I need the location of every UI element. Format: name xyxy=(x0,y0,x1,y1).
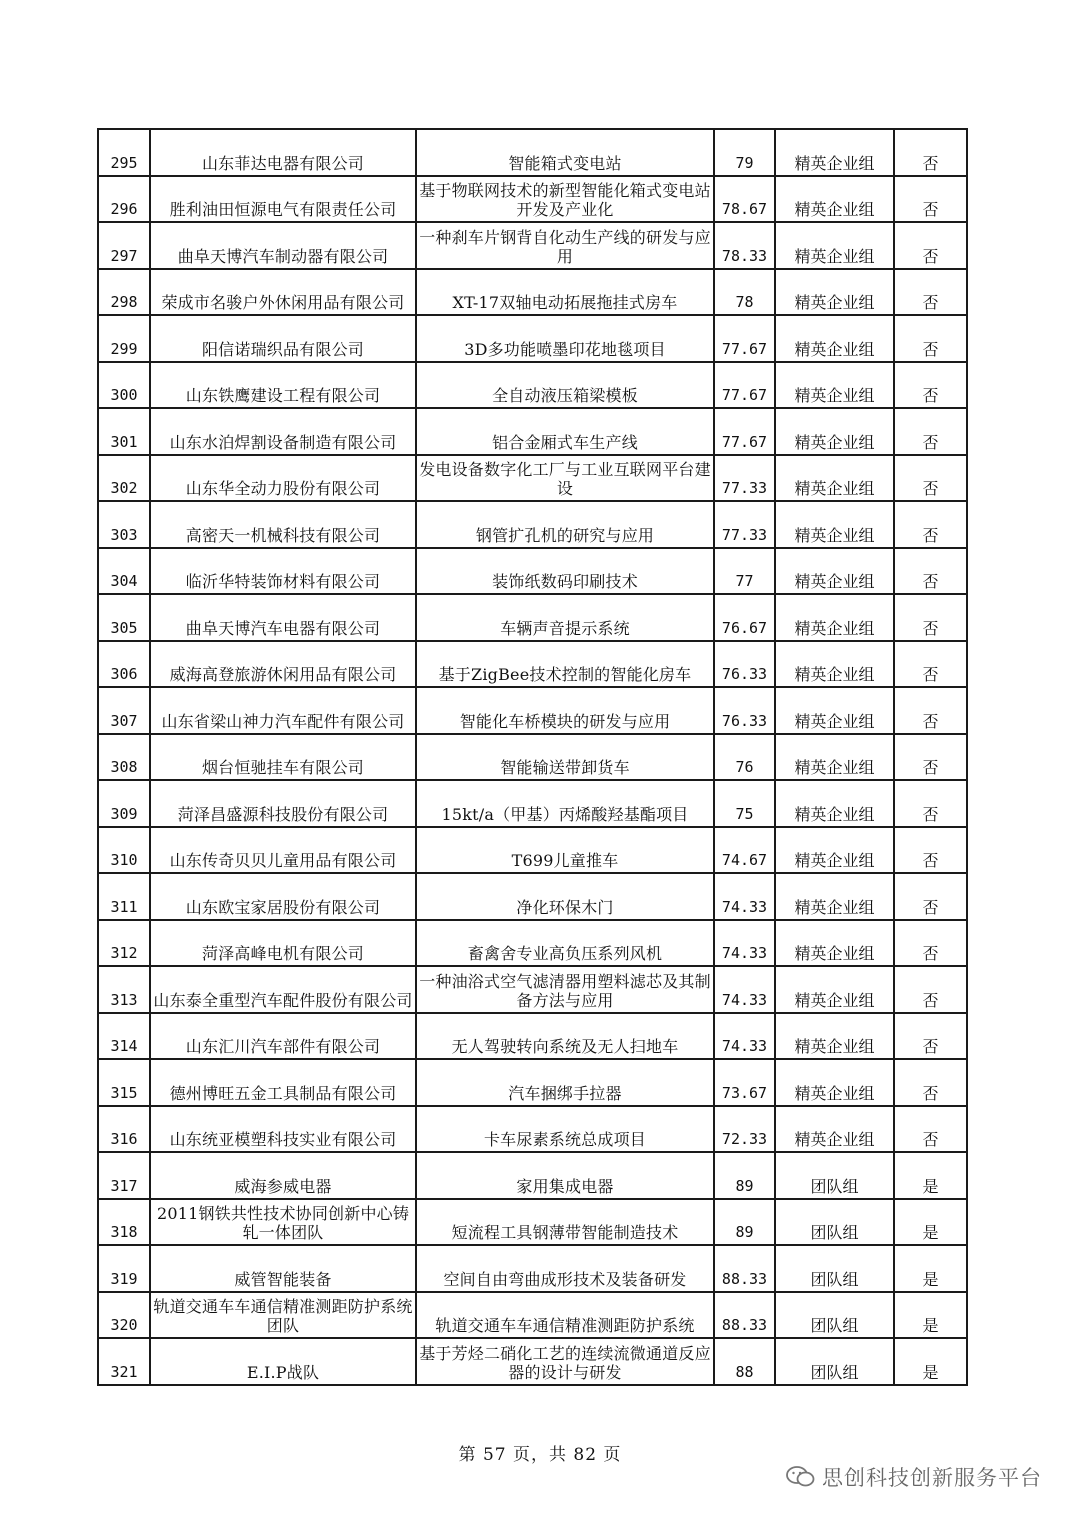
group: 精英企业组 xyxy=(775,269,894,316)
group: 精英企业组 xyxy=(775,1059,894,1106)
project-name: 基于ZigBee技术控制的智能化房车 xyxy=(416,641,714,688)
flag: 否 xyxy=(894,873,967,920)
row-number: 315 xyxy=(98,1059,150,1106)
flag: 否 xyxy=(894,222,967,269)
score: 72.33 xyxy=(714,1106,775,1153)
row-number: 307 xyxy=(98,687,150,734)
row-number: 320 xyxy=(98,1292,150,1339)
row-number: 321 xyxy=(98,1338,150,1385)
company-name: 荣成市名骏户外休闲用品有限公司 xyxy=(150,269,416,316)
group: 精英企业组 xyxy=(775,455,894,502)
group: 精英企业组 xyxy=(775,1106,894,1153)
flag: 否 xyxy=(894,129,967,176)
company-name: 山东泰全重型汽车配件股份有限公司 xyxy=(150,966,416,1013)
company-name: 威管智能装备 xyxy=(150,1245,416,1292)
score: 77.67 xyxy=(714,408,775,455)
company-name: 菏泽昌盛源科技股份有限公司 xyxy=(150,780,416,827)
company-name: 山东省梁山神力汽车配件有限公司 xyxy=(150,687,416,734)
flag: 是 xyxy=(894,1245,967,1292)
flag: 否 xyxy=(894,920,967,967)
row-number: 302 xyxy=(98,455,150,502)
flag: 否 xyxy=(894,641,967,688)
project-name: 3D多功能喷墨印花地毯项目 xyxy=(416,315,714,362)
group: 精英企业组 xyxy=(775,966,894,1013)
table-row xyxy=(98,1292,967,1339)
row-number: 318 xyxy=(98,1199,150,1246)
table-row xyxy=(98,1106,967,1153)
table-row xyxy=(98,873,967,920)
flag: 否 xyxy=(894,1059,967,1106)
company-name: 山东菲达电器有限公司 xyxy=(150,129,416,176)
group: 精英企业组 xyxy=(775,408,894,455)
wechat-icon xyxy=(786,1465,816,1489)
row-number: 304 xyxy=(98,548,150,595)
flag: 否 xyxy=(894,269,967,316)
flag: 否 xyxy=(894,966,967,1013)
company-name: 胜利油田恒源电气有限责任公司 xyxy=(150,176,416,223)
group: 精英企业组 xyxy=(775,129,894,176)
group: 精英企业组 xyxy=(775,315,894,362)
table-row xyxy=(98,548,967,595)
flag: 否 xyxy=(894,734,967,781)
group: 精英企业组 xyxy=(775,548,894,595)
score: 78.33 xyxy=(714,222,775,269)
row-number: 303 xyxy=(98,501,150,548)
group: 精英企业组 xyxy=(775,501,894,548)
group: 精英企业组 xyxy=(775,594,894,641)
group: 团队组 xyxy=(775,1199,894,1246)
company-name: 山东铁鹰建设工程有限公司 xyxy=(150,362,416,409)
score: 74.33 xyxy=(714,966,775,1013)
row-number: 312 xyxy=(98,920,150,967)
project-name: XT-17双轴电动拓展拖挂式房车 xyxy=(416,269,714,316)
project-name: 一种油浴式空气滤清器用塑料滤芯及其制备方法与应用 xyxy=(416,966,714,1013)
score: 74.33 xyxy=(714,873,775,920)
score: 88.33 xyxy=(714,1245,775,1292)
project-name: 一种刹车片钢背自化动生产线的研发与应用 xyxy=(416,222,714,269)
table-row xyxy=(98,641,967,688)
project-name: 钢管扩孔机的研究与应用 xyxy=(416,501,714,548)
table-row xyxy=(98,780,967,827)
project-name: 净化环保木门 xyxy=(416,873,714,920)
flag: 否 xyxy=(894,1013,967,1060)
company-name: 山东欧宝家居股份有限公司 xyxy=(150,873,416,920)
group: 精英企业组 xyxy=(775,176,894,223)
group: 团队组 xyxy=(775,1152,894,1199)
row-number: 299 xyxy=(98,315,150,362)
table-row xyxy=(98,594,967,641)
score: 75 xyxy=(714,780,775,827)
company-name: 阳信诺瑞织品有限公司 xyxy=(150,315,416,362)
score: 76.67 xyxy=(714,594,775,641)
group: 精英企业组 xyxy=(775,641,894,688)
row-number: 317 xyxy=(98,1152,150,1199)
score: 74.33 xyxy=(714,1013,775,1060)
project-name: 装饰纸数码印刷技术 xyxy=(416,548,714,595)
project-name: 发电设备数字化工厂与工业互联网平台建设 xyxy=(416,455,714,502)
group: 精英企业组 xyxy=(775,687,894,734)
project-name: 智能化车桥模块的研发与应用 xyxy=(416,687,714,734)
row-number: 306 xyxy=(98,641,150,688)
table-row xyxy=(98,734,967,781)
flag: 是 xyxy=(894,1152,967,1199)
company-name: E.I.P战队 xyxy=(150,1338,416,1385)
company-name: 威海参威电器 xyxy=(150,1152,416,1199)
score: 89 xyxy=(714,1199,775,1246)
score: 77.67 xyxy=(714,362,775,409)
company-name: 高密天一机械科技有限公司 xyxy=(150,501,416,548)
group: 团队组 xyxy=(775,1292,894,1339)
row-number: 308 xyxy=(98,734,150,781)
row-number: 316 xyxy=(98,1106,150,1153)
row-number: 310 xyxy=(98,827,150,874)
table-row xyxy=(98,1245,967,1292)
project-name: 15kt/a（甲基）丙烯酸羟基酯项目 xyxy=(416,780,714,827)
page-footer: 第 57 页，共 82 页 xyxy=(458,1445,622,1465)
company-name: 德州博旺五金工具制品有限公司 xyxy=(150,1059,416,1106)
table-row xyxy=(98,687,967,734)
row-number: 319 xyxy=(98,1245,150,1292)
project-name: 智能箱式变电站 xyxy=(416,129,714,176)
table-row xyxy=(98,827,967,874)
score: 77.67 xyxy=(714,315,775,362)
project-name: 短流程工具钢薄带智能制造技术 xyxy=(416,1199,714,1246)
flag: 否 xyxy=(894,362,967,409)
watermark-text: 思创科技创新服务平台 xyxy=(822,1466,1042,1490)
flag: 否 xyxy=(894,455,967,502)
group: 精英企业组 xyxy=(775,1013,894,1060)
group: 精英企业组 xyxy=(775,873,894,920)
project-name: 基于芳烃二硝化工艺的连续流微通道反应器的设计与研发 xyxy=(416,1338,714,1385)
score: 73.67 xyxy=(714,1059,775,1106)
row-number: 296 xyxy=(98,176,150,223)
flag: 否 xyxy=(894,548,967,595)
watermark xyxy=(786,1462,1042,1492)
project-name: 家用集成电器 xyxy=(416,1152,714,1199)
score: 77.33 xyxy=(714,501,775,548)
table-row xyxy=(98,1199,967,1246)
score: 89 xyxy=(714,1152,775,1199)
score: 74.33 xyxy=(714,920,775,967)
company-name: 临沂华特装饰材料有限公司 xyxy=(150,548,416,595)
flag: 否 xyxy=(894,687,967,734)
group: 精英企业组 xyxy=(775,920,894,967)
flag: 否 xyxy=(894,176,967,223)
company-name: 山东统亚模塑科技实业有限公司 xyxy=(150,1106,416,1153)
score: 79 xyxy=(714,129,775,176)
company-name: 轨道交通车车通信精准测距防护系统团队 xyxy=(150,1292,416,1339)
company-name: 菏泽高峰电机有限公司 xyxy=(150,920,416,967)
score: 76 xyxy=(714,734,775,781)
row-number: 297 xyxy=(98,222,150,269)
row-number: 309 xyxy=(98,780,150,827)
flag: 否 xyxy=(894,594,967,641)
company-name: 山东汇川汽车部件有限公司 xyxy=(150,1013,416,1060)
score: 88 xyxy=(714,1338,775,1385)
table-row xyxy=(98,1152,967,1199)
group: 精英企业组 xyxy=(775,222,894,269)
flag: 否 xyxy=(894,315,967,362)
table-row xyxy=(98,920,967,967)
row-number: 298 xyxy=(98,269,150,316)
row-number: 301 xyxy=(98,408,150,455)
table-row xyxy=(98,455,967,502)
score: 78.67 xyxy=(714,176,775,223)
table-row xyxy=(98,315,967,362)
score: 76.33 xyxy=(714,687,775,734)
table-row xyxy=(98,1338,967,1385)
row-number: 300 xyxy=(98,362,150,409)
project-name: 畜禽舍专业高负压系列风机 xyxy=(416,920,714,967)
project-name: T699儿童推车 xyxy=(416,827,714,874)
results-table xyxy=(97,128,968,1386)
project-name: 全自动液压箱梁模板 xyxy=(416,362,714,409)
company-name: 山东传奇贝贝儿童用品有限公司 xyxy=(150,827,416,874)
table-row xyxy=(98,1013,967,1060)
company-name: 2011钢铁共性技术协同创新中心铸轧一体团队 xyxy=(150,1199,416,1246)
table-row xyxy=(98,129,967,176)
flag: 是 xyxy=(894,1292,967,1339)
flag: 否 xyxy=(894,780,967,827)
table-row xyxy=(98,269,967,316)
group: 精英企业组 xyxy=(775,780,894,827)
score: 76.33 xyxy=(714,641,775,688)
row-number: 311 xyxy=(98,873,150,920)
flag: 是 xyxy=(894,1199,967,1246)
row-number: 305 xyxy=(98,594,150,641)
group: 精英企业组 xyxy=(775,827,894,874)
group: 团队组 xyxy=(775,1338,894,1385)
flag: 否 xyxy=(894,408,967,455)
project-name: 铝合金厢式车生产线 xyxy=(416,408,714,455)
table-row xyxy=(98,408,967,455)
project-name: 汽车捆绑手拉器 xyxy=(416,1059,714,1106)
score: 88.33 xyxy=(714,1292,775,1339)
company-name: 山东水泊焊割设备制造有限公司 xyxy=(150,408,416,455)
company-name: 山东华全动力股份有限公司 xyxy=(150,455,416,502)
group: 精英企业组 xyxy=(775,734,894,781)
table-row xyxy=(98,176,967,223)
score: 77.33 xyxy=(714,455,775,502)
project-name: 空间自由弯曲成形技术及装备研发 xyxy=(416,1245,714,1292)
score: 78 xyxy=(714,269,775,316)
company-name: 曲阜天博汽车制动器有限公司 xyxy=(150,222,416,269)
project-name: 车辆声音提示系统 xyxy=(416,594,714,641)
row-number: 313 xyxy=(98,966,150,1013)
table-row xyxy=(98,222,967,269)
table-row xyxy=(98,362,967,409)
project-name: 轨道交通车车通信精准测距防护系统 xyxy=(416,1292,714,1339)
flag: 否 xyxy=(894,1106,967,1153)
score: 77 xyxy=(714,548,775,595)
row-number: 295 xyxy=(98,129,150,176)
group: 团队组 xyxy=(775,1245,894,1292)
table-row xyxy=(98,501,967,548)
company-name: 威海高登旅游休闲用品有限公司 xyxy=(150,641,416,688)
table-row xyxy=(98,1059,967,1106)
group: 精英企业组 xyxy=(775,362,894,409)
table-row xyxy=(98,966,967,1013)
flag: 否 xyxy=(894,501,967,548)
flag: 是 xyxy=(894,1338,967,1385)
project-name: 无人驾驶转向系统及无人扫地车 xyxy=(416,1013,714,1060)
score: 74.67 xyxy=(714,827,775,874)
project-name: 智能输送带卸货车 xyxy=(416,734,714,781)
project-name: 基于物联网技术的新型智能化箱式变电站开发及产业化 xyxy=(416,176,714,223)
row-number: 314 xyxy=(98,1013,150,1060)
company-name: 烟台恒驰挂车有限公司 xyxy=(150,734,416,781)
project-name: 卡车尿素系统总成项目 xyxy=(416,1106,714,1153)
flag: 否 xyxy=(894,827,967,874)
company-name: 曲阜天博汽车电器有限公司 xyxy=(150,594,416,641)
